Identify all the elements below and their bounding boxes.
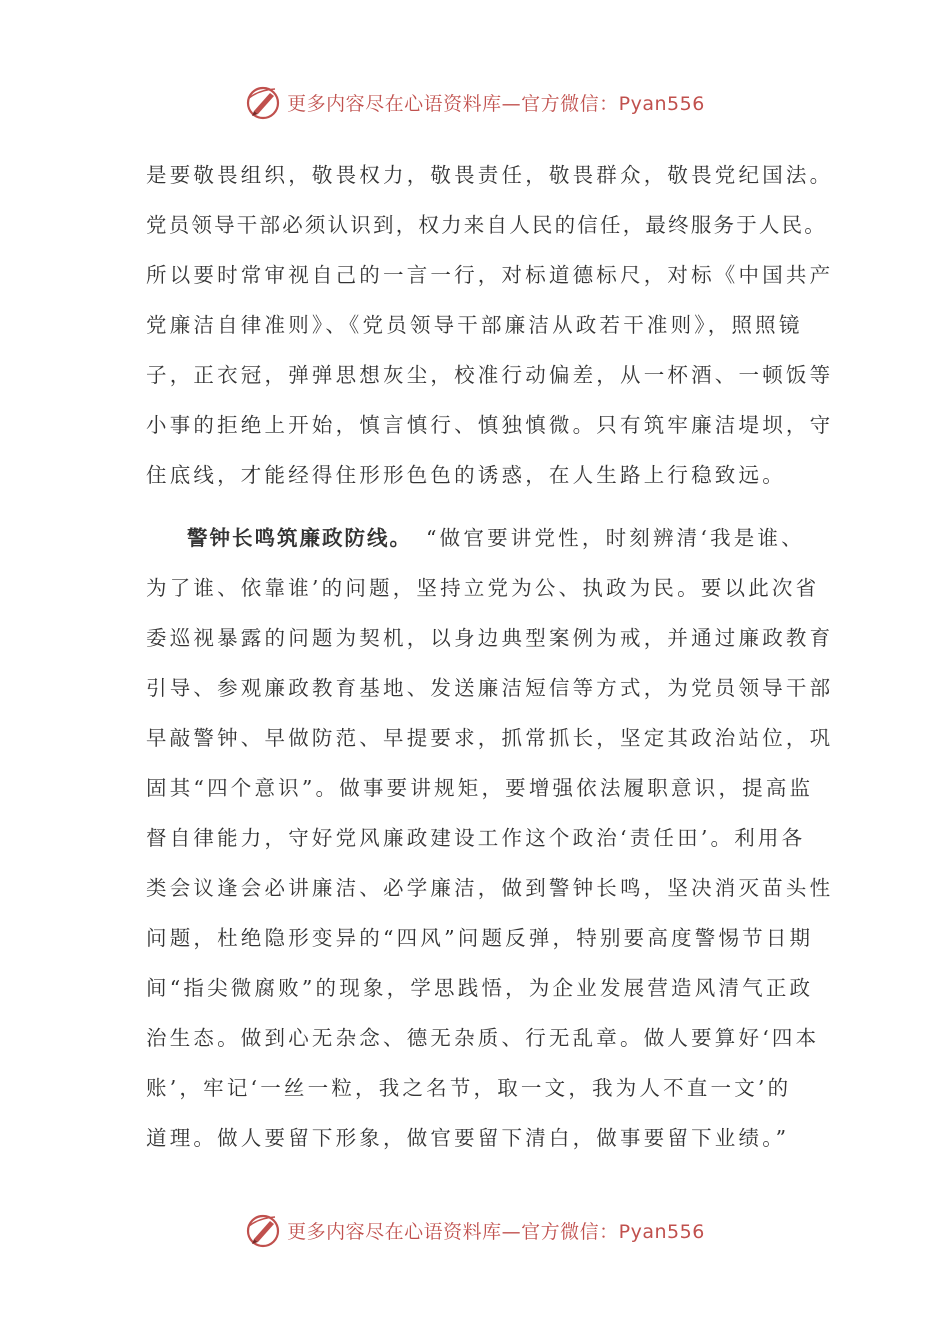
document-body [146,150,834,1163]
pen-logo-icon [245,84,281,120]
text-line: 是要敬畏组织，敬畏权力，敬畏责任，敬畏群众，敬畏党纪国法。 [146,163,834,187]
text-line: 治生态。做到心无杂念、德无杂质、行无乱章。做人要算好‘四本 [146,1026,820,1050]
text-line: 早敲警钟、早做防范、早提要求，抓常抓长，坚定其政治站位，巩 [146,726,834,750]
text-line: 住底线，才能经得住形形色色的诱惑，在人生路上行稳致远。 [146,463,786,487]
text-line: 所以要时常审视自己的一言一行，对标道德标尺，对标《中国共产 [146,263,834,287]
text-line: 委巡视暴露的问题为契机，以身边典型案例为戒，并通过廉政教育 [146,626,834,650]
text-line: 间“指尖微腐败”的现象，学思践悟，为企业发展营造风清气正政 [146,976,814,1000]
text-line: 类会议逢会必讲廉洁、必学廉洁，做到警钟长鸣，坚决消灭苗头性 [146,876,834,900]
text-line: 子，正衣冠，弹弹思想灰尘，校准行动偏差，从一杯酒、一顿饭等 [146,363,834,387]
text-line: 为了谁、依靠谁’的问题，坚持立党为公、执政为民。要以此次省 [146,576,820,600]
section-heading: 警钟长鸣筑廉政防线。 [187,526,412,550]
header-watermark-text: 更多内容尽在心语资料库—官方微信：Pyan556 [287,92,705,115]
text-line: “做官要讲党性，时刻辨清‘我是谁、 [426,526,805,550]
text-line: 小事的拒绝上开始，慎言慎行、慎独慎微。只有筑牢廉洁堤坝，守 [146,413,834,437]
paragraph-2 [146,513,834,1163]
text-line: 党员领导干部必须认识到，权力来自人民的信任，最终服务于人民。 [146,213,827,237]
text-line: 督自律能力，守好党风廉政建设工作这个政治‘责任田’。利用各 [146,826,806,850]
paragraph-1 [146,150,834,500]
footer-watermark [0,1210,950,1250]
paragraph-first-line [146,513,816,563]
text-line: 党廉洁自律准则》、《党员领导干部廉洁从政若干准则》，照照镜 [146,313,803,337]
text-line: 账’，牢记‘一丝一粒，我之名节，取一文，我为人不直一文’的 [146,1076,792,1100]
text-line: 道理。做人要留下形象，做官要留下清白，做事要留下业绩。” [146,1126,790,1150]
text-line: 引导、参观廉政教育基地、发送廉洁短信等方式，为党员领导干部 [146,676,834,700]
header-watermark [0,82,950,122]
pen-logo-icon [245,1212,281,1248]
text-line: 固其“四个意识”。做事要讲规矩，要增强依法履职意识，提高监 [146,776,814,800]
text-line: 问题，杜绝隐形变异的“四风”问题反弹，特别要高度警惕节日期 [146,926,814,950]
footer-watermark-text: 更多内容尽在心语资料库—官方微信：Pyan556 [287,1220,705,1243]
